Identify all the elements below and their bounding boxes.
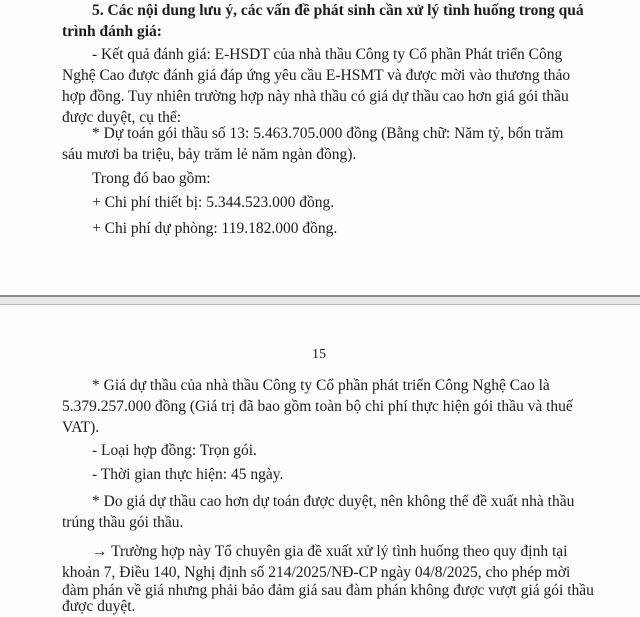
evaluation-result-line-3: hợp đồng. Tuy nhiên trường hợp này nhà thầu có giá dự thầu cao hơn giá gói thầu [62, 88, 569, 105]
proposal-line-3: đàm phán về giá nhưng phải bảo đảm giá sau đàm phán không được vượt giá gói thầu [62, 582, 594, 599]
page-top-bottom-edge [0, 295, 640, 297]
estimate-line-1: * Dự toán gói thầu số 13: 5.463.705.000 đồng (Bằng chữ: Năm tỷ, bốn trăm [92, 125, 564, 142]
bid-price-line-1: * Giá dự thầu của nhà thầu Công ty Cổ phần phát triển Công Nghệ Cao là [92, 377, 550, 394]
proposal-line-1: → Trường hợp này Tổ chuyên gia đề xuất xử lý tình huống theo quy định tại [92, 543, 568, 560]
note-line-1: * Do giá dự thầu cao hơn dự toán được duyệt, nên không thể đề xuất nhà thầu [92, 493, 575, 510]
document-page-top [0, 0, 640, 296]
evaluation-result-line-4: được duyệt, cụ thể: [62, 109, 182, 126]
section-heading-line-1: 5. Các nội dung lưu ý, các vấn đề phát sinh cần xử lý tình huống trong quá [92, 2, 584, 19]
document-page-bottom [0, 305, 640, 616]
equipment-cost-item: + Chi phí thiết bị: 5.344.523.000 đồng. [92, 194, 335, 211]
note-line-2: trúng thầu gói thầu. [62, 514, 184, 531]
page-number: 15 [312, 347, 326, 362]
estimate-line-2: sáu mươi ba triệu, bảy trăm lẻ năm ngàn đồng). [62, 146, 357, 163]
proposal-line-4: được duyệt. [62, 598, 136, 615]
included-heading: Trong đó bao gồm: [92, 170, 211, 187]
bid-price-line-2: 5.379.257.000 đồng (Giá trị đã bao gồm toàn bộ chi phí thực hiện gói thầu và thuế [62, 398, 573, 415]
contingency-cost-item: + Chi phí dự phòng: 119.182.000 đồng. [92, 220, 338, 237]
evaluation-result-line-1: - Kết quả đánh giá: E-HSDT của nhà thầu Công ty Cổ phần Phát triển Công [92, 46, 563, 63]
duration-item: - Thời gian thực hiện: 45 ngày. [92, 466, 284, 483]
bid-price-line-3: VAT). [62, 419, 100, 436]
evaluation-result-line-2: Nghệ Cao được đánh giá đáp ứng yêu cầu E-HSMT và được mời vào thương thảo [62, 67, 571, 84]
section-heading-line-2: trình đánh giá: [62, 23, 162, 40]
contract-type-item: - Loại hợp đồng: Trọn gói. [92, 442, 257, 459]
proposal-line-2: khoản 7, Điều 140, Nghị định số 214/2025/NĐ-CP ngày 04/8/2025, cho phép mời [62, 564, 571, 581]
